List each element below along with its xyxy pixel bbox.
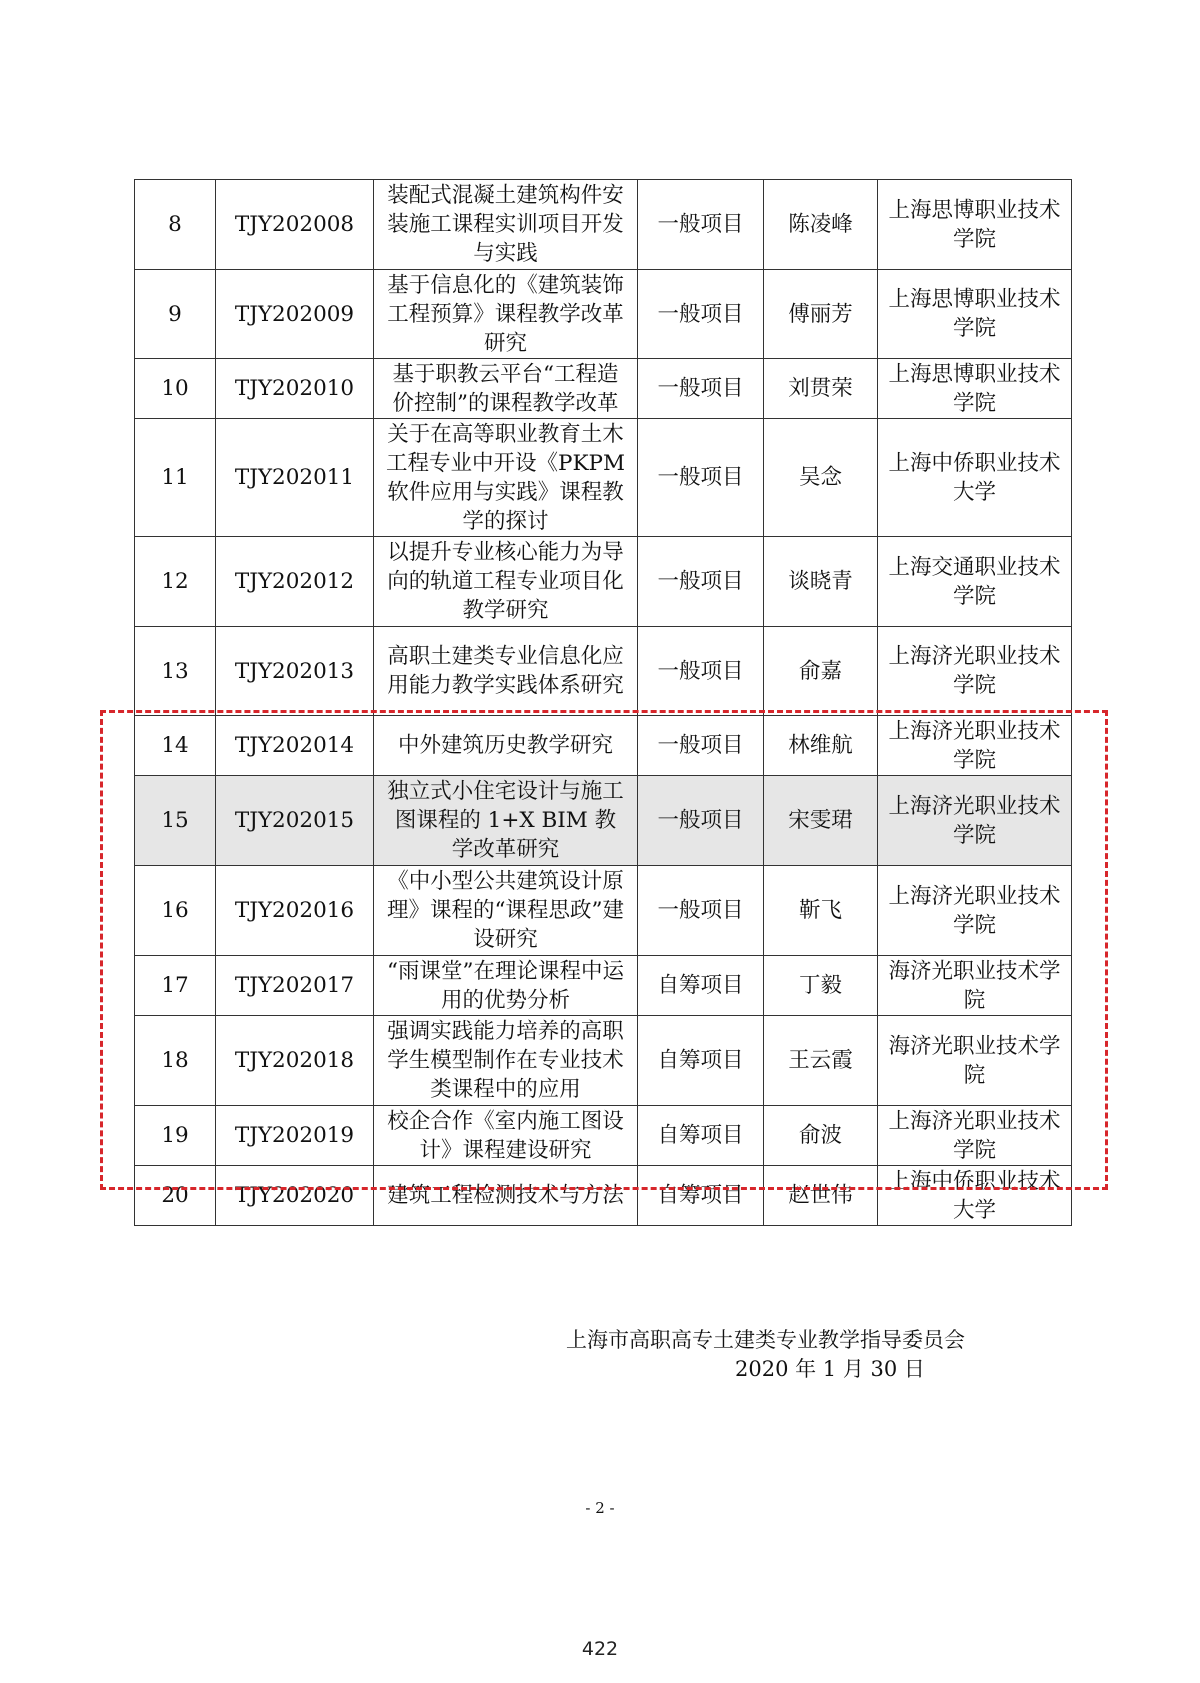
- cell-title: 建筑工程检测技术与方法: [374, 1166, 638, 1226]
- cell-type: 一般项目: [638, 716, 764, 776]
- cell-leader: 丁毅: [764, 956, 878, 1016]
- cell-leader: 林维航: [764, 716, 878, 776]
- cell-title: 以提升专业核心能力为导向的轨道工程专业项目化教学研究: [374, 537, 638, 627]
- table-row: [135, 866, 1072, 956]
- stamp-number: 422: [581, 1638, 619, 1660]
- cell-code: TJY202011: [216, 419, 374, 537]
- cell-leader: 靳飞: [764, 866, 878, 956]
- cell-school: 上海中侨职业技术大学: [878, 419, 1072, 537]
- cell-title: 校企合作《室内施工图设计》课程建设研究: [374, 1106, 638, 1166]
- cell-no: 14: [135, 716, 216, 776]
- cell-leader: 俞波: [764, 1106, 878, 1166]
- cell-title: 基于职教云平台“工程造价控制”的课程教学改革: [374, 359, 638, 419]
- cell-leader: 赵世伟: [764, 1166, 878, 1226]
- cell-type: 自筹项目: [638, 1166, 764, 1226]
- cell-school: 上海思博职业技术学院: [878, 359, 1072, 419]
- cell-no: 18: [135, 1016, 216, 1106]
- cell-no: 12: [135, 537, 216, 627]
- cell-title: 装配式混凝土建筑构件安装施工课程实训项目开发与实践: [374, 180, 638, 270]
- cell-title: 强调实践能力培养的高职学生模型制作在专业技术类课程中的应用: [374, 1016, 638, 1106]
- cell-title: “雨课堂”在理论课程中运用的优势分析: [374, 956, 638, 1016]
- cell-code: TJY202014: [216, 716, 374, 776]
- signature-organization: 上海市高职高专土建类专业教学指导委员会: [566, 1328, 965, 1352]
- cell-leader: 刘贯荣: [764, 359, 878, 419]
- cell-code: TJY202008: [216, 180, 374, 270]
- cell-no: 10: [135, 359, 216, 419]
- cell-title: 《中小型公共建筑设计原理》课程的“课程思政”建设研究: [374, 866, 638, 956]
- table-row: [135, 1166, 1072, 1226]
- cell-type: 一般项目: [638, 537, 764, 627]
- cell-leader: 俞嘉: [764, 627, 878, 716]
- cell-type: 一般项目: [638, 270, 764, 359]
- cell-school: 上海思博职业技术学院: [878, 270, 1072, 359]
- cell-no: 20: [135, 1166, 216, 1226]
- cell-type: 自筹项目: [638, 1106, 764, 1166]
- cell-school: 上海济光职业技术学院: [878, 776, 1072, 866]
- cell-leader: 吴念: [764, 419, 878, 537]
- cell-no: 16: [135, 866, 216, 956]
- cell-no: 15: [135, 776, 216, 866]
- cell-school: 上海交通职业技术学院: [878, 537, 1072, 627]
- cell-leader: 谈晓青: [764, 537, 878, 627]
- table-row: [135, 776, 1072, 866]
- cell-type: 一般项目: [638, 359, 764, 419]
- cell-code: TJY202016: [216, 866, 374, 956]
- table-row: [135, 359, 1072, 419]
- table-row: [135, 627, 1072, 716]
- table-row: [135, 716, 1072, 776]
- signature-date: 2020 年 1 月 30 日: [735, 1357, 925, 1381]
- cell-leader: 陈凌峰: [764, 180, 878, 270]
- cell-title: 中外建筑历史教学研究: [374, 716, 638, 776]
- cell-leader: 宋雯珺: [764, 776, 878, 866]
- cell-title: 关于在高等职业教育土木工程专业中开设《PKPM 软件应用与实践》课程教学的探讨: [374, 419, 638, 537]
- cell-school: 上海济光职业技术学院: [878, 866, 1072, 956]
- table-row: [135, 956, 1072, 1016]
- table-row: [135, 537, 1072, 627]
- cell-title: 基于信息化的《建筑装饰工程预算》课程教学改革研究: [374, 270, 638, 359]
- cell-leader: 傅丽芳: [764, 270, 878, 359]
- cell-school: 海济光职业技术学院: [878, 956, 1072, 1016]
- cell-school: 上海思博职业技术学院: [878, 180, 1072, 270]
- cell-leader: 王云霞: [764, 1016, 878, 1106]
- cell-code: TJY202020: [216, 1166, 374, 1226]
- cell-no: 19: [135, 1106, 216, 1166]
- cell-title: 高职土建类专业信息化应用能力教学实践体系研究: [374, 627, 638, 716]
- cell-school: 上海济光职业技术学院: [878, 1106, 1072, 1166]
- cell-type: 一般项目: [638, 627, 764, 716]
- cell-code: TJY202015: [216, 776, 374, 866]
- cell-code: TJY202013: [216, 627, 374, 716]
- cell-type: 一般项目: [638, 776, 764, 866]
- page-number: - 2 -: [585, 1499, 615, 1517]
- cell-no: 8: [135, 180, 216, 270]
- cell-type: 一般项目: [638, 180, 764, 270]
- cell-school: 上海济光职业技术学院: [878, 716, 1072, 776]
- cell-type: 一般项目: [638, 419, 764, 537]
- table-row: [135, 1016, 1072, 1106]
- cell-no: 9: [135, 270, 216, 359]
- cell-type: 自筹项目: [638, 1016, 764, 1106]
- cell-code: TJY202010: [216, 359, 374, 419]
- cell-no: 13: [135, 627, 216, 716]
- cell-school: 上海中侨职业技术大学: [878, 1166, 1072, 1226]
- cell-school: 海济光职业技术学院: [878, 1016, 1072, 1106]
- cell-code: TJY202017: [216, 956, 374, 1016]
- table-row: [135, 419, 1072, 537]
- table-row: [135, 180, 1072, 270]
- cell-title: 独立式小住宅设计与施工图课程的 1+X BIM 教学改革研究: [374, 776, 638, 866]
- cell-code: TJY202009: [216, 270, 374, 359]
- cell-type: 自筹项目: [638, 956, 764, 1016]
- cell-code: TJY202019: [216, 1106, 374, 1166]
- cell-school: 上海济光职业技术学院: [878, 627, 1072, 716]
- cell-no: 11: [135, 419, 216, 537]
- cell-type: 一般项目: [638, 866, 764, 956]
- table-row: [135, 1106, 1072, 1166]
- table-row: [135, 270, 1072, 359]
- cell-code: TJY202012: [216, 537, 374, 627]
- project-table: [134, 179, 1072, 1226]
- cell-no: 17: [135, 956, 216, 1016]
- cell-code: TJY202018: [216, 1016, 374, 1106]
